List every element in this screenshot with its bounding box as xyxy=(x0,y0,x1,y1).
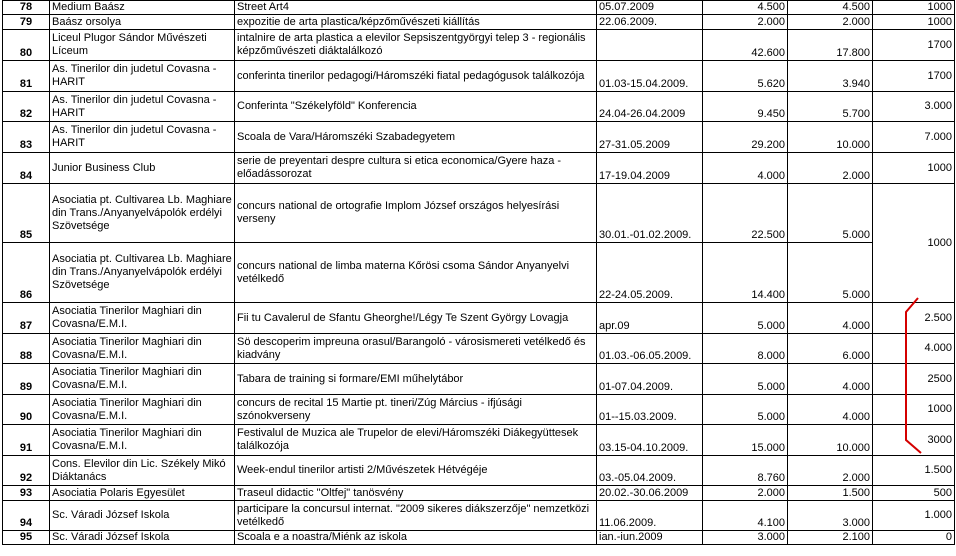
organization-cell: Asociatia pt. Cultivarea Lb. Maghiare din Trans./Anyanyelvápolók erdélyi Szövetsége xyxy=(50,184,235,243)
nr-cell: 83 xyxy=(3,122,50,153)
date-cell: 03.-05.04.2009. xyxy=(597,456,703,486)
date-cell: 27-31.05.2009 xyxy=(597,122,703,153)
table-row xyxy=(3,184,955,243)
project-cell: conferinta tinerilor pedagogi/Háromszéki fiatal pedagógusok találkozója xyxy=(235,61,597,92)
project-cell: intalnire de arta plastica a elevilor Sepsiszentgyörgyi telep 3 - regionális képzőművészeti diáktalálkozó xyxy=(235,30,597,61)
table-row xyxy=(3,61,955,92)
project-cell: Fii tu Cavalerul de Sfantu Gheorghe!/Légy Te Szent György Lovagja xyxy=(235,303,597,334)
requested-amount-cell: 3.000 xyxy=(703,531,788,545)
project-cell: Week-endul tinerilor artisti 2/Művészetek Hétvégéje xyxy=(235,456,597,486)
project-cell: Traseul didactic "Oltfej" tanösvény xyxy=(235,486,597,501)
organization-cell: Medium Baász xyxy=(50,1,235,15)
project-cell: serie de preyentari despre cultura si etica economica/Gyere haza - előadássorozat xyxy=(235,153,597,184)
granted-amount-cell: 4.000 xyxy=(788,395,873,425)
project-cell: Tabara de training si formare/EMI műhelytábor xyxy=(235,364,597,395)
project-cell: participare la concursul internat. "2009 sikeres diákszerzője" nemzetközi vetélkedő xyxy=(235,501,597,531)
date-cell: 17-19.04.2009 xyxy=(597,153,703,184)
date-cell: 05.07.2009 xyxy=(597,1,703,15)
organization-cell: As. Tinerilor din judetul Covasna - HARIT xyxy=(50,122,235,153)
organization-cell: Asociatia Tinerilor Maghiari din Covasna/E.M.I. xyxy=(50,303,235,334)
table-row xyxy=(3,92,955,122)
granted-amount-cell: 4.000 xyxy=(788,364,873,395)
date-cell: 11.06.2009. xyxy=(597,501,703,531)
organization-cell: Asociatia Tinerilor Maghiari din Covasna/E.M.I. xyxy=(50,334,235,364)
final-sum-cell: 1000 xyxy=(873,153,955,184)
final-sum-cell: 1000 xyxy=(873,15,955,30)
date-cell: 22.06.2009. xyxy=(597,15,703,30)
requested-amount-cell: 8.000 xyxy=(703,334,788,364)
nr-cell: 90 xyxy=(3,395,50,425)
requested-amount-cell: 9.450 xyxy=(703,92,788,122)
granted-amount-cell: 17.800 xyxy=(788,30,873,61)
requested-amount-cell: 4.100 xyxy=(703,501,788,531)
organization-cell: Junior Business Club xyxy=(50,153,235,184)
table-row xyxy=(3,334,955,364)
table-row xyxy=(3,486,955,501)
final-sum-cell: 500 xyxy=(873,486,955,501)
table-row xyxy=(3,531,955,545)
organization-cell: As. Tinerilor din judetul Covasna - HARIT xyxy=(50,92,235,122)
table-row xyxy=(3,364,955,395)
project-cell: Scoala de Vara/Háromszéki Szabadegyetem xyxy=(235,122,597,153)
organization-cell: Asociatia Tinerilor Maghiari din Covasna/E.M.I. xyxy=(50,364,235,395)
table-row xyxy=(3,15,955,30)
nr-cell: 89 xyxy=(3,364,50,395)
table-row xyxy=(3,501,955,531)
date-cell: ian.-iun.2009 xyxy=(597,531,703,545)
date-cell: 22-24.05.2009. xyxy=(597,243,703,303)
requested-amount-cell: 5.620 xyxy=(703,61,788,92)
final-sum-cell: 1.500 xyxy=(873,456,955,486)
granted-amount-cell: 4.000 xyxy=(788,303,873,334)
nr-cell: 80 xyxy=(3,30,50,61)
granted-amount-cell: 5.700 xyxy=(788,92,873,122)
final-sum-cell: 3000 xyxy=(873,425,955,456)
nr-cell: 85 xyxy=(3,184,50,243)
granted-amount-cell: 5.000 xyxy=(788,184,873,243)
date-cell: 03.15-04.10.2009. xyxy=(597,425,703,456)
table-row xyxy=(3,395,955,425)
granted-amount-cell: 10.000 xyxy=(788,425,873,456)
table-row xyxy=(3,456,955,486)
final-sum-cell: 1000 xyxy=(873,395,955,425)
final-sum-cell: 1000 xyxy=(873,184,955,303)
nr-cell: 88 xyxy=(3,334,50,364)
project-cell: Festivalul de Muzica ale Trupelor de elevi/Háromszéki Diákegyüttesek találkozója xyxy=(235,425,597,456)
requested-amount-cell: 2.000 xyxy=(703,486,788,501)
organization-cell: Liceul Plugor Sándor Művészeti Líceum xyxy=(50,30,235,61)
granted-amount-cell: 10.000 xyxy=(788,122,873,153)
date-cell: 30.01.-01.02.2009. xyxy=(597,184,703,243)
nr-cell: 86 xyxy=(3,243,50,303)
granted-amount-cell: 2.100 xyxy=(788,531,873,545)
granted-amount-cell: 1.500 xyxy=(788,486,873,501)
project-cell: Street Art4 xyxy=(235,1,597,15)
organization-cell: Baász orsolya xyxy=(50,15,235,30)
granted-amount-cell: 2.000 xyxy=(788,153,873,184)
granted-amount-cell: 3.940 xyxy=(788,61,873,92)
final-sum-cell: 1700 xyxy=(873,30,955,61)
final-sum-cell: 3.000 xyxy=(873,92,955,122)
requested-amount-cell: 42.600 xyxy=(703,30,788,61)
grant-table xyxy=(2,0,955,545)
date-cell: 01--15.03.2009. xyxy=(597,395,703,425)
organization-cell: Asociatia Polaris Egyesület xyxy=(50,486,235,501)
final-sum-cell: 0 xyxy=(873,531,955,545)
date-cell: 20.02.-30.06.2009 xyxy=(597,486,703,501)
organization-cell: Sc. Váradi József Iskola xyxy=(50,501,235,531)
date-cell: 01.03.-06.05.2009. xyxy=(597,334,703,364)
table-row xyxy=(3,243,955,303)
granted-amount-cell: 5.000 xyxy=(788,243,873,303)
granted-amount-cell: 2.000 xyxy=(788,15,873,30)
requested-amount-cell: 8.760 xyxy=(703,456,788,486)
project-cell: expozitie de arta plastica/képzőművészeti kiállítás xyxy=(235,15,597,30)
date-cell: 01.03-15.04.2009. xyxy=(597,61,703,92)
nr-cell: 78 xyxy=(3,1,50,15)
final-sum-cell: 2500 xyxy=(873,364,955,395)
requested-amount-cell: 29.200 xyxy=(703,122,788,153)
project-cell: concurs national de limba materna Kőrösi csoma Sándor Anyanyelvi vetélkedő xyxy=(235,243,597,303)
granted-amount-cell: 2.000 xyxy=(788,456,873,486)
nr-cell: 95 xyxy=(3,531,50,545)
organization-cell: Asociatia Tinerilor Maghiari din Covasna/E.M.I. xyxy=(50,395,235,425)
final-sum-cell: 7.000 xyxy=(873,122,955,153)
requested-amount-cell: 5.000 xyxy=(703,364,788,395)
table-row xyxy=(3,425,955,456)
nr-cell: 81 xyxy=(3,61,50,92)
requested-amount-cell: 2.000 xyxy=(703,15,788,30)
date-cell: 01-07.04.2009. xyxy=(597,364,703,395)
organization-cell: Cons. Elevilor din Lic. Székely Mikó Diáktanács xyxy=(50,456,235,486)
table-row xyxy=(3,122,955,153)
nr-cell: 94 xyxy=(3,501,50,531)
nr-cell: 82 xyxy=(3,92,50,122)
requested-amount-cell: 14.400 xyxy=(703,243,788,303)
requested-amount-cell: 22.500 xyxy=(703,184,788,243)
date-cell xyxy=(597,30,703,61)
requested-amount-cell: 15.000 xyxy=(703,425,788,456)
project-cell: Scoala e a noastra/Miénk az iskola xyxy=(235,531,597,545)
requested-amount-cell: 5.000 xyxy=(703,303,788,334)
nr-cell: 91 xyxy=(3,425,50,456)
organization-cell: Sc. Váradi József Iskola xyxy=(50,531,235,545)
table-row xyxy=(3,303,955,334)
final-sum-cell: 1.000 xyxy=(873,501,955,531)
granted-amount-cell: 3.000 xyxy=(788,501,873,531)
requested-amount-cell: 4.500 xyxy=(703,1,788,15)
granted-amount-cell: 4.500 xyxy=(788,1,873,15)
date-cell: 24.04-26.04.2009 xyxy=(597,92,703,122)
nr-cell: 93 xyxy=(3,486,50,501)
nr-cell: 84 xyxy=(3,153,50,184)
final-sum-cell: 1000 xyxy=(873,1,955,15)
final-sum-cell: 2.500 xyxy=(873,303,955,334)
organization-cell: As. Tinerilor din judetul Covasna - HARIT xyxy=(50,61,235,92)
table-row xyxy=(3,153,955,184)
project-cell: concurs national de ortografie Implom József országos helyesírási verseny xyxy=(235,184,597,243)
organization-cell: Asociatia pt. Cultivarea Lb. Maghiare din Trans./Anyanyelvápolók erdélyi Szövetsége xyxy=(50,243,235,303)
nr-cell: 79 xyxy=(3,15,50,30)
table-row xyxy=(3,30,955,61)
granted-amount-cell: 6.000 xyxy=(788,334,873,364)
project-cell: concurs de recital 15 Martie pt. tineri/Zúg Március - ifjúsági szónokverseny xyxy=(235,395,597,425)
requested-amount-cell: 4.000 xyxy=(703,153,788,184)
organization-cell: Asociatia Tinerilor Maghiari din Covasna/E.M.I. xyxy=(50,425,235,456)
table-row xyxy=(3,1,955,15)
final-sum-cell: 1700 xyxy=(873,61,955,92)
project-cell: Sö descoperim impreuna orasul/Barangoló - városismereti vetélkedő és kiadvány xyxy=(235,334,597,364)
nr-cell: 87 xyxy=(3,303,50,334)
project-cell: Conferinta "Székelyföld" Konferencia xyxy=(235,92,597,122)
nr-cell: 92 xyxy=(3,456,50,486)
date-cell: apr.09 xyxy=(597,303,703,334)
final-sum-cell: 4.000 xyxy=(873,334,955,364)
requested-amount-cell: 5.000 xyxy=(703,395,788,425)
